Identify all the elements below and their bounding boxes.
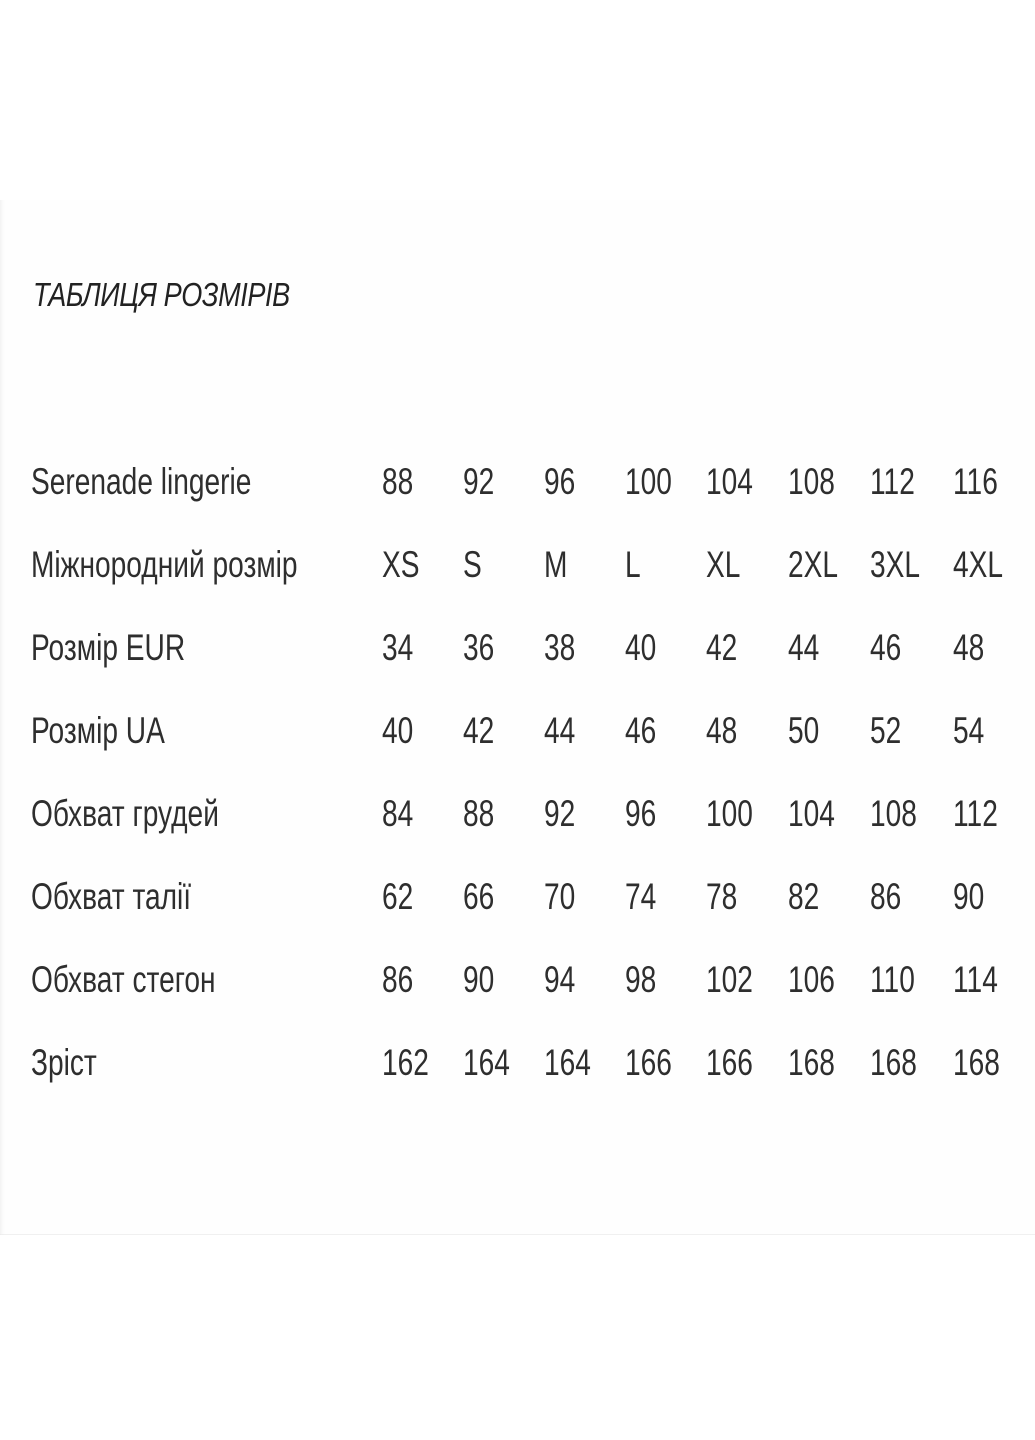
table-cell: 62 <box>381 875 414 917</box>
table-row <box>31 1021 1035 1104</box>
table-cell: 112 <box>870 460 915 502</box>
table-cell: 44 <box>787 626 819 668</box>
table-row <box>31 938 1035 1021</box>
table-cell: 102 <box>706 958 754 1000</box>
row-label: Обхват талії <box>31 875 192 917</box>
table-cell: 90 <box>462 958 495 1000</box>
table-cell: 116 <box>952 460 998 502</box>
table-cell: 48 <box>952 626 984 668</box>
table-cell: 112 <box>952 792 998 834</box>
table-cell: 4XL <box>952 543 1003 585</box>
table-cell: 100 <box>706 792 754 834</box>
row-label: Serenade lingerie <box>31 460 252 502</box>
table-cell: 168 <box>952 1041 1000 1083</box>
table-cell: XS <box>381 543 420 585</box>
table-cell: M <box>544 543 568 585</box>
table-row <box>31 606 1035 689</box>
table-cell: 164 <box>544 1041 592 1083</box>
table-cell: 54 <box>952 709 984 751</box>
table-cell: 40 <box>381 709 414 751</box>
table-cell: 108 <box>870 792 918 834</box>
table-cell: 48 <box>706 709 738 751</box>
table-cell: 166 <box>625 1041 673 1083</box>
table-cell: 86 <box>381 958 414 1000</box>
row-label: Розмір EUR <box>31 626 186 668</box>
table-cell: 74 <box>625 875 657 917</box>
table-row <box>31 523 1035 606</box>
table-cell: 100 <box>625 460 673 502</box>
table-cell: 34 <box>381 626 414 668</box>
table-cell: 78 <box>706 875 738 917</box>
table-cell: 44 <box>544 709 576 751</box>
table-cell: 46 <box>870 626 902 668</box>
table-cell: 88 <box>381 460 414 502</box>
row-label: Міжнородний розмір <box>31 543 298 585</box>
table-cell: 36 <box>462 626 495 668</box>
row-label: Обхват стегон <box>31 958 216 1000</box>
table-cell: XL <box>706 543 741 585</box>
table-cell: 168 <box>787 1041 835 1083</box>
table-cell: 88 <box>462 792 495 834</box>
table-cell: 96 <box>625 792 657 834</box>
table-cell: 84 <box>381 792 414 834</box>
table-cell: S <box>462 543 482 585</box>
table-cell: 164 <box>462 1041 510 1083</box>
table-cell: 90 <box>952 875 984 917</box>
table-cell: 110 <box>870 958 915 1000</box>
table-row <box>31 855 1035 938</box>
table-row <box>31 689 1035 772</box>
table-cell: 52 <box>870 709 902 751</box>
table-cell: 92 <box>462 460 495 502</box>
size-table <box>31 440 1035 1104</box>
table-cell: 108 <box>787 460 835 502</box>
table-cell: L <box>625 543 641 585</box>
table-cell: 166 <box>706 1041 754 1083</box>
table-cell: 114 <box>952 958 998 1000</box>
row-label: Обхват грудей <box>31 792 219 834</box>
table-cell: 70 <box>544 875 576 917</box>
row-label: Розмір UA <box>31 709 165 751</box>
table-cell: 50 <box>787 709 819 751</box>
table-cell: 168 <box>870 1041 918 1083</box>
table-cell: 82 <box>787 875 819 917</box>
table-cell: 3XL <box>870 543 921 585</box>
table-cell: 92 <box>544 792 576 834</box>
table-row <box>31 772 1035 855</box>
row-label: Зріст <box>31 1041 97 1083</box>
table-cell: 106 <box>787 958 835 1000</box>
table-cell: 46 <box>625 709 657 751</box>
table-cell: 162 <box>381 1041 429 1083</box>
table-cell: 40 <box>625 626 657 668</box>
size-chart-title: ТАБЛИЦЯ РОЗМІРІВ <box>33 276 290 313</box>
table-cell: 94 <box>544 958 576 1000</box>
table-cell: 96 <box>544 460 576 502</box>
table-cell: 66 <box>462 875 495 917</box>
table-cell: 86 <box>870 875 902 917</box>
table-cell: 42 <box>462 709 495 751</box>
table-cell: 104 <box>787 792 835 834</box>
table-cell: 98 <box>625 958 657 1000</box>
table-cell: 42 <box>706 626 738 668</box>
table-cell: 2XL <box>787 543 838 585</box>
table-cell: 38 <box>544 626 576 668</box>
table-row <box>31 440 1035 523</box>
table-cell: 104 <box>706 460 754 502</box>
